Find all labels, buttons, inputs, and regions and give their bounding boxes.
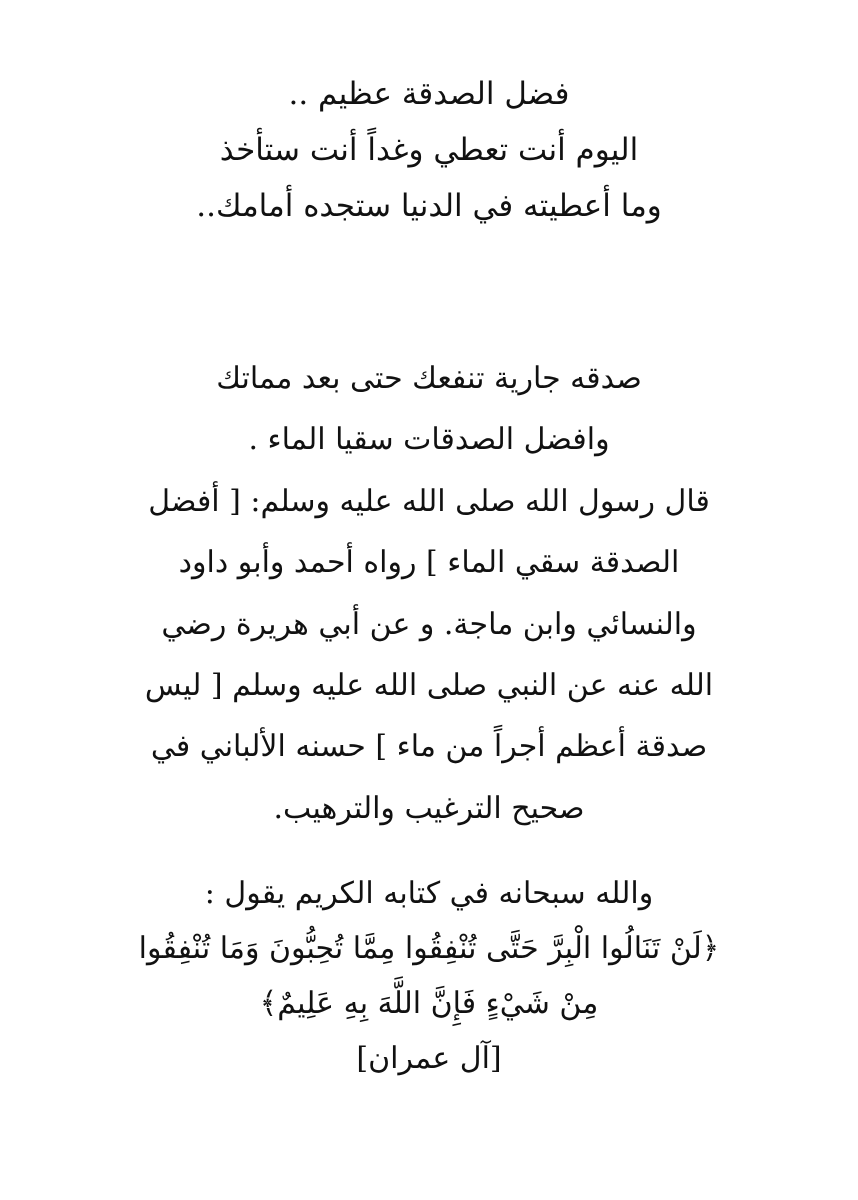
intro-line-3: وما أعطيته في الدنيا ستجده أمامك.. — [196, 188, 662, 224]
intro-line-2: اليوم أنت تعطي وغداً أنت ستأخذ — [219, 132, 639, 168]
intro-line-1: فضل الصدقة عظيم .. — [288, 76, 570, 112]
hadith-line-7: صدقة أعظم أجراً من ماء ] حسنه الألباني في — [150, 729, 708, 765]
intro-section — [0, 66, 858, 234]
hadith-section — [0, 348, 858, 839]
hadith-line-4: الصدقة سقي الماء ] رواه أحمد وأبو داود — [178, 545, 680, 581]
surah-source: [آل عمران] — [356, 1041, 502, 1076]
hadith-line-8: صحيح الترغيب والترهيب. — [273, 790, 585, 826]
hadith-line-1: صدقه جارية تنفعك حتى بعد مماتك — [216, 361, 642, 396]
hadith-line-6: الله عنه عن النبي صلى الله عليه وسلم [ ليس — [144, 667, 714, 703]
quran-line-1: ﴿لَنْ تَنَالُوا الْبِرَّ حَتَّى تُنْفِقُوا مِمَّا تُحِبُّونَ وَمَا تُنْفِقُوا — [138, 931, 720, 966]
hadith-line-5: والنسائي وابن ماجة. و عن أبي هريرة رضي — [161, 606, 697, 642]
hadith-line-2: وافضل الصدقات سقيا الماء . — [248, 422, 610, 458]
verse-intro: والله سبحانه في كتابه الكريم يقول : — [204, 876, 654, 911]
quran-line-2: مِنْ شَيْءٍ فَإِنَّ اللَّهَ بِهِ عَلِيمٌ﴾ — [259, 986, 599, 1021]
verse-section — [0, 866, 858, 1086]
hadith-line-3: قال رسول الله صلى الله عليه وسلم: [ أفضل — [148, 483, 710, 519]
